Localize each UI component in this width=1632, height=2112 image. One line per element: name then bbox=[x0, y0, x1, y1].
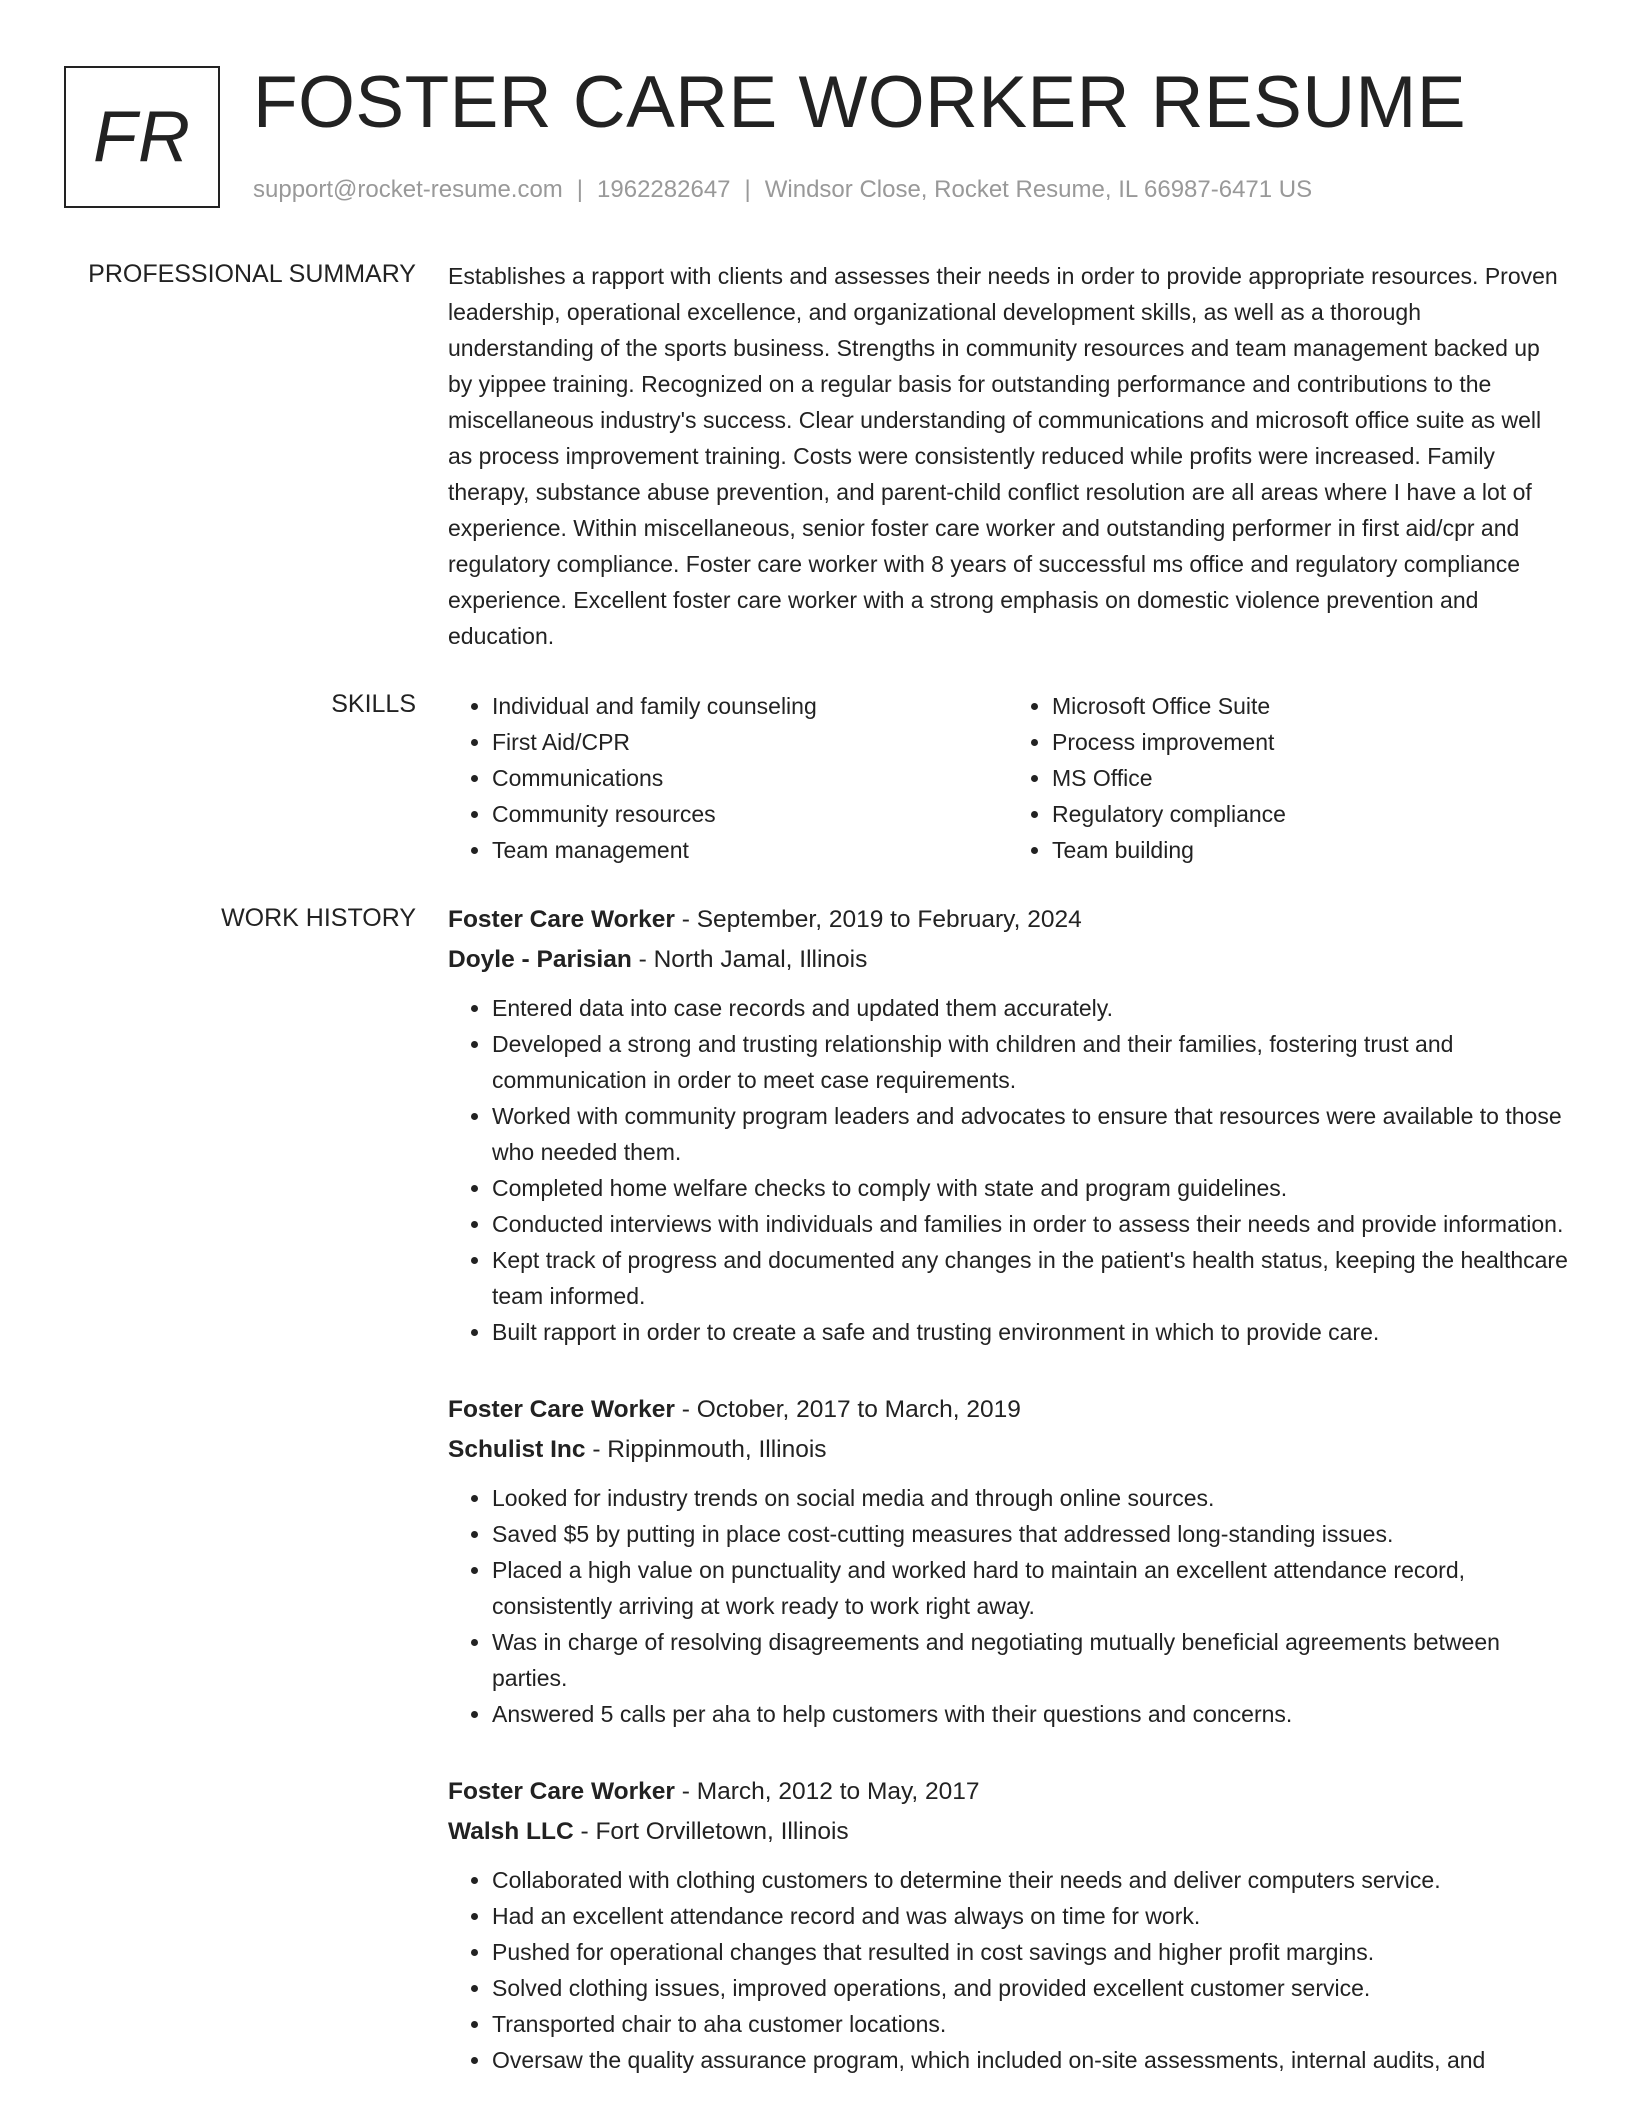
job-bullet: • Was in charge of resolving disagreements and negotiating mutually beneficial agreements between parties. bbox=[492, 1624, 1568, 1696]
skill-item: • Microsoft Office Suite bbox=[1052, 688, 1568, 724]
job-bullet: • Pushed for operational changes that resulted in cost savings and higher profit margins. bbox=[492, 1934, 1568, 1970]
skill-item: • Team building bbox=[1052, 832, 1568, 868]
job-bullet: • Looked for industry trends on social media and through online sources. bbox=[492, 1480, 1568, 1516]
work-history-body bbox=[448, 900, 1568, 2112]
skill-item: • Process improvement bbox=[1052, 724, 1568, 760]
job-entry bbox=[448, 1390, 1568, 1732]
job-company-line bbox=[448, 1430, 1568, 1470]
skill-item: • Communications bbox=[492, 760, 1008, 796]
contact-phone: 1962282647 bbox=[597, 176, 731, 203]
contact-email: support@rocket-resume.com bbox=[253, 176, 563, 203]
job-title: Foster Care Worker bbox=[448, 1396, 675, 1423]
job-company-line bbox=[448, 940, 1568, 980]
job-title-line bbox=[448, 1390, 1568, 1430]
job-company-line bbox=[448, 1812, 1568, 1852]
skill-item: • Individual and family counseling bbox=[492, 688, 1008, 724]
skills-right-column bbox=[1008, 688, 1568, 868]
summary-text: Establishes a rapport with clients and assesses their needs in order to provide appropriate resources. Proven leadership, operational excellence, and organizational development skills, as well as a thorough understanding of the sports business. Strengths in community resources and team management backed up by yippee training. Recognized on a regular basis for outstanding performance and contributions to the miscellaneous industry's success. Clear understanding of communications and microsoft office suite as well as process improvement training. Costs were consistently reduced while profits were increased. Family therapy, substance abuse prevention, and parent-child conflict resolution are all areas where I have a lot of experience. Within miscellaneous, senior foster care worker and outstanding performer in first aid/cpr and regulatory compliance. Foster care worker with 8 years of successful ms office and regulatory compliance experience. Excellent foster care worker with a strong emphasis on domestic violence prevention and education. bbox=[448, 263, 1558, 649]
job-title: Foster Care Worker bbox=[448, 906, 675, 933]
job-location: - Fort Orvilletown, Illinois bbox=[573, 1818, 849, 1845]
skills-body bbox=[448, 688, 1568, 868]
job-title-line bbox=[448, 900, 1568, 940]
job-location: - Rippinmouth, Illinois bbox=[585, 1436, 827, 1463]
skill-item: • Team management bbox=[492, 832, 1008, 868]
job-bullet: • Answered 5 calls per aha to help customers with their questions and concerns. bbox=[492, 1696, 1568, 1732]
job-bullet: • Oversaw the quality assurance program, which included on-site assessments, internal audits, and bbox=[492, 2042, 1568, 2078]
job-bullet: • Entered data into case records and updated them accurately. bbox=[492, 990, 1568, 1026]
job-bullet-list bbox=[448, 1862, 1568, 2078]
skills-grid bbox=[448, 688, 1568, 868]
job-company: Walsh LLC bbox=[448, 1818, 574, 1845]
job-bullet: • Kept track of progress and documented any changes in the patient's health status, keeping the healthcare team informed. bbox=[492, 1242, 1568, 1314]
job-bullet: • Worked with community program leaders and advocates to ensure that resources were available to those who needed them. bbox=[492, 1098, 1568, 1170]
job-bullet: • Built rapport in order to create a safe and trusting environment in which to provide care. bbox=[492, 1314, 1568, 1350]
job-bullet: • Transported chair to aha customer locations. bbox=[492, 2006, 1568, 2042]
summary-heading: PROFESSIONAL SUMMARY bbox=[88, 260, 416, 288]
skill-item: • MS Office bbox=[1052, 760, 1568, 796]
monogram-logo: FR bbox=[64, 66, 220, 208]
job-bullet-list bbox=[448, 990, 1568, 1350]
job-bullet: • Placed a high value on punctuality and worked hard to maintain an excellent attendance record, consistently arriving at work ready to work right away. bbox=[492, 1552, 1568, 1624]
job-dates: - September, 2019 to February, 2024 bbox=[674, 906, 1082, 933]
skill-item: • First Aid/CPR bbox=[492, 724, 1008, 760]
contact-address: Windsor Close, Rocket Resume, IL 66987-6471 US bbox=[764, 176, 1313, 203]
job-bullet: • Developed a strong and trusting relationship with children and their families, fostering trust and communication in order to meet case requirements. bbox=[492, 1026, 1568, 1098]
job-location: - North Jamal, Illinois bbox=[631, 946, 868, 973]
contact-separator: | bbox=[576, 176, 584, 203]
job-bullet: • Had an excellent attendance record and was always on time for work. bbox=[492, 1898, 1568, 1934]
resume-title: FOSTER CARE WORKER RESUME bbox=[253, 62, 1467, 143]
contact-separator: | bbox=[744, 176, 751, 203]
job-company: Schulist Inc bbox=[448, 1436, 586, 1463]
skill-item: • Community resources bbox=[492, 796, 1008, 832]
job-bullet: • Solved clothing issues, improved operations, and provided excellent customer service. bbox=[492, 1970, 1568, 2006]
job-company: Doyle - Parisian bbox=[448, 946, 632, 973]
skills-left-column bbox=[448, 688, 1008, 868]
job-title-line bbox=[448, 1772, 1568, 1812]
job-bullet: • Conducted interviews with individuals and families in order to assess their needs and provide information. bbox=[492, 1206, 1568, 1242]
job-entry bbox=[448, 1772, 1568, 2078]
job-entry bbox=[448, 900, 1568, 1350]
job-title: Foster Care Worker bbox=[448, 1778, 675, 1805]
job-bullet: • Saved $5 by putting in place cost-cutting measures that addressed long-standing issues. bbox=[492, 1516, 1568, 1552]
skills-heading: SKILLS bbox=[331, 690, 416, 718]
job-dates: - March, 2012 to May, 2017 bbox=[674, 1778, 980, 1805]
work-history-heading: WORK HISTORY bbox=[221, 904, 416, 932]
contact-line bbox=[253, 174, 1312, 206]
job-bullet: • Collaborated with clothing customers to determine their needs and deliver computers service. bbox=[492, 1862, 1568, 1898]
job-bullet: • Completed home welfare checks to comply with state and program guidelines. bbox=[492, 1170, 1568, 1206]
summary-body bbox=[448, 258, 1568, 654]
skill-item: • Regulatory compliance bbox=[1052, 796, 1568, 832]
job-bullet-list bbox=[448, 1480, 1568, 1732]
job-dates: - October, 2017 to March, 2019 bbox=[674, 1396, 1021, 1423]
